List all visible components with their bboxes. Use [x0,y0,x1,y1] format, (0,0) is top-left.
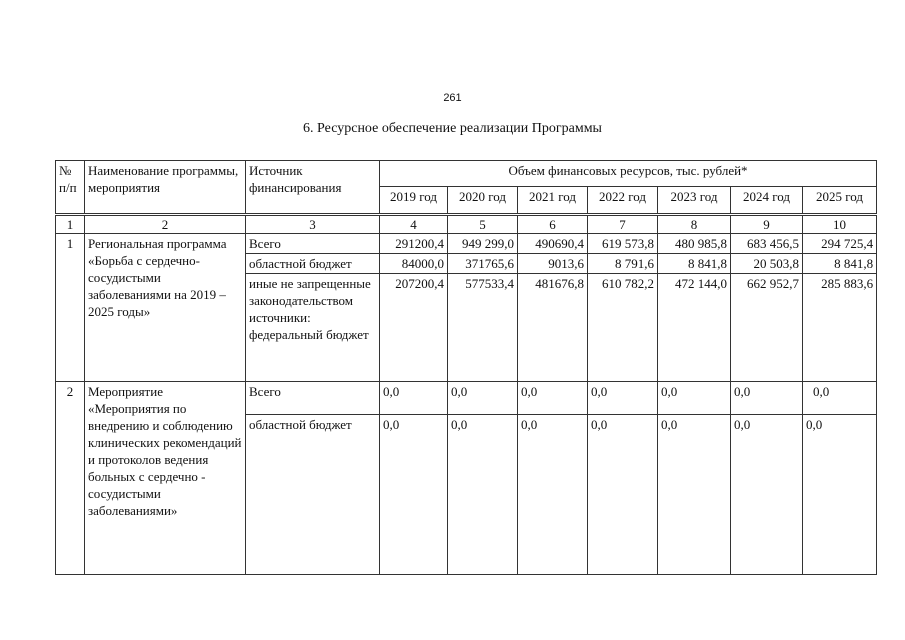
column-number: 5 [448,215,518,234]
table-row [56,382,877,415]
value-cell: 0,0 [380,415,448,575]
value-cell: 8 841,8 [658,254,731,274]
column-number: 10 [803,215,877,234]
value-cell: 0,0 [518,382,588,415]
value-cell: 0,0 [448,382,518,415]
value-cell: 291200,4 [380,234,448,254]
source-label: областной бюджет [246,415,380,575]
column-number: 9 [731,215,803,234]
column-number: 4 [380,215,448,234]
value-cell: 0,0 [658,382,731,415]
header-year: 2021 год [518,187,588,215]
column-number: 7 [588,215,658,234]
row-num: 1 [56,234,85,382]
value-cell: 0,0 [658,415,731,575]
value-cell: 0,0 [803,382,877,415]
value-cell: 662 952,7 [731,274,803,382]
value-cell: 0,0 [731,382,803,415]
value-cell: 8 841,8 [803,254,877,274]
value-cell: 0,0 [448,415,518,575]
source-label: Всего [246,234,380,254]
value-cell: 577533,4 [448,274,518,382]
value-cell: 207200,4 [380,274,448,382]
value-cell: 8 791,6 [588,254,658,274]
row-num: 2 [56,382,85,575]
page-number: 261 [443,92,462,104]
value-cell: 285 883,6 [803,274,877,382]
header-year: 2020 год [448,187,518,215]
header-year: 2025 год [803,187,877,215]
table-row [56,234,877,254]
value-cell: 472 144,0 [658,274,731,382]
column-number: 6 [518,215,588,234]
column-number: 2 [85,215,246,234]
value-cell: 9013,6 [518,254,588,274]
header-name: Наименование программы, мероприятия [85,161,246,215]
value-cell: 20 503,8 [731,254,803,274]
header-source: Источник финансирования [246,161,380,215]
value-cell: 683 456,5 [731,234,803,254]
value-cell: 84000,0 [380,254,448,274]
column-number: 3 [246,215,380,234]
value-cell: 371765,6 [448,254,518,274]
value-cell: 949 299,0 [448,234,518,254]
value-cell: 480 985,8 [658,234,731,254]
value-cell: 619 573,8 [588,234,658,254]
table-header-row [56,161,877,187]
value-cell: 610 782,2 [588,274,658,382]
value-cell: 0,0 [588,415,658,575]
value-cell: 294 725,4 [803,234,877,254]
source-label: Всего [246,382,380,415]
header-year: 2024 год [731,187,803,215]
value-cell: 0,0 [518,415,588,575]
header-year: 2022 год [588,187,658,215]
header-num: № п/п [56,161,85,215]
value-cell: 0,0 [803,415,877,575]
column-number-row [56,215,877,234]
source-label: областной бюджет [246,254,380,274]
header-year: 2019 год [380,187,448,215]
value-cell: 490690,4 [518,234,588,254]
value-cell: 0,0 [731,415,803,575]
value-cell: 481676,8 [518,274,588,382]
value-cell: 0,0 [380,382,448,415]
value-cell: 0,0 [588,382,658,415]
column-number: 1 [56,215,85,234]
source-label: иные не запрещенные законодательством источники: федеральный бюджет [246,274,380,382]
header-volume: Объем финансовых ресурсов, тыс. рублей* [380,161,877,187]
resource-table [55,160,877,575]
row-name: Региональная программа «Борьба с сердечно-сосудистыми заболеваниями на 2019 – 2025 годы» [85,234,246,382]
section-title: 6. Ресурсное обеспечение реализации Программы [303,121,602,136]
column-number: 8 [658,215,731,234]
row-name: Мероприятие «Мероприятия по внедрению и соблюдению клинических рекомендаций и протоколов ведения больных с сердечно - сосудистыми заболеваниями» [85,382,246,575]
header-year: 2023 год [658,187,731,215]
